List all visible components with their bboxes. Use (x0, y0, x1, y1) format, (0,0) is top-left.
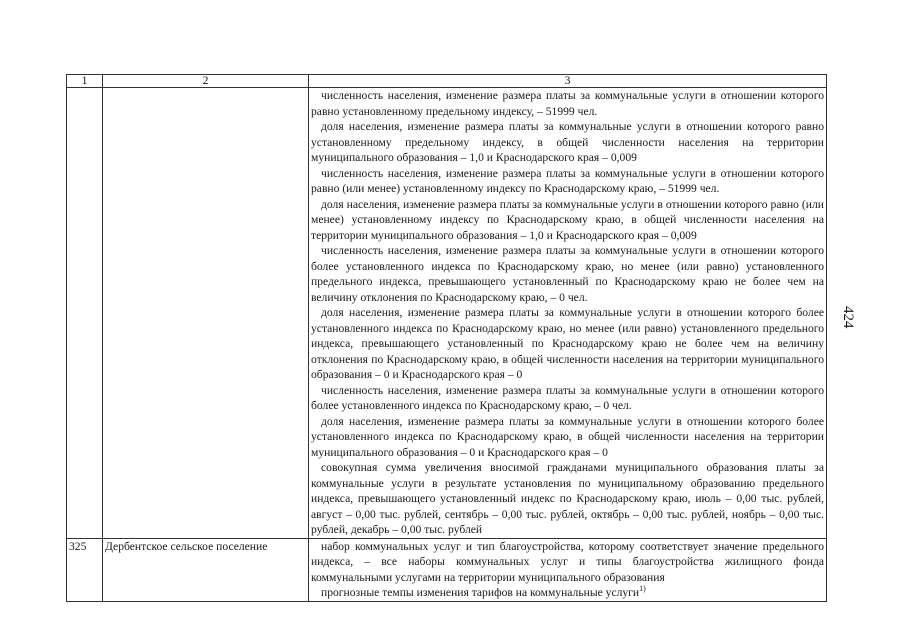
municipality-name (103, 88, 309, 539)
header-cell-1: 1 (67, 75, 103, 88)
indicator-paragraph: численность населения, изменение размера платы за коммунальные услуги в отношении которого более установленного индекса по Краснодарскому краю, – 0 чел. (311, 383, 824, 412)
indicator-text-cell (309, 538, 827, 601)
header-cell-3: 3 (309, 75, 827, 88)
indicator-paragraph: доля населения, изменение размера платы за коммунальные услуги в отношении которого равно установленному предельному индексу, в общей численности населения на территории муниципального образования – 1,0 и Краснодарского края – 0,009 (311, 120, 824, 164)
footnote-mark: 1) (639, 584, 646, 594)
indicator-paragraph: численность населения, изменение размера платы за коммунальные услуги в отношении которого более установленного индекса по Краснодарскому краю, но менее (или равно) установленного предельного индекса, превышающего установленный по Краснодарскому краю не более чем на величину отклонения по Краснодарскому краю, – 0 чел. (311, 244, 824, 304)
row-number: 325 (67, 538, 103, 601)
indicator-paragraph (311, 585, 824, 601)
indicator-paragraph: доля населения, изменение размера платы за коммунальные услуги в отношении которого равно (или менее) установленному индексу по Краснодарскому краю, в общей численности населения на территории муниципального образования – 1,0 и Краснодарского края – 0,009 (311, 197, 824, 242)
document-table (66, 74, 827, 602)
indicator-paragraph: доля населения, изменение размера платы за коммунальные услуги в отношении которого более установленного индекса по Краснодарскому краю, в общей численности населения на территории муниципального образования – 0 и Краснодарского края – 0 (311, 414, 824, 459)
table-header-row (67, 75, 827, 88)
row-number (67, 88, 103, 539)
indicator-paragraph: совокупная сумма увеличения вносимой гражданами муниципального образования платы за коммунальные услуги в результате установления по муниципальному образованию предельного индекса, превышающего установленный индекс по Краснодарскому краю, июль – 0,00 тыс. рублей, август – 0,00 тыс. рублей, сентябрь – 0,00 тыс. рублей, октябрь – 0,00 тыс. рублей, ноябрь – 0,00 тыс. рублей, декабрь – 0,00 тыс. рублей (311, 461, 824, 536)
indicator-paragraph: набор коммунальных услуг и тип благоустройства, которому соответствует значение предельного индекса, – все наборы коммунальных услуг и типы благоустройства жилищного фонда коммунальными услугами на территории муниципального образования (311, 539, 824, 584)
indicator-paragraph-text: прогнозные темпы изменения тарифов на коммунальные услуги (321, 586, 640, 599)
header-cell-2: 2 (103, 75, 309, 88)
indicator-text-cell (309, 88, 827, 539)
municipality-name: Дербентское сельское поселение (103, 538, 309, 601)
indicator-paragraph: численность населения, изменение размера платы за коммунальные услуги в отношении которого равно (или менее) установленному индексу по Краснодарскому краю, – 51999 чел. (311, 166, 824, 195)
page-number: 424 (840, 306, 856, 329)
table-row (67, 538, 827, 601)
indicator-paragraph: доля населения, изменение размера платы за коммунальные услуги в отношении которого более установленного индекса по Краснодарскому краю, но менее (или равно) установленного предельного индекса, превышающего установленный по Краснодарскому краю не более чем на величину отклонения по Краснодарскому краю, в общей численности населения на территории муниципального образования – 0 и Краснодарского края – 0 (311, 306, 824, 381)
indicator-paragraph: численность населения, изменение размера платы за коммунальные услуги в отношении которого равно установленному предельному индексу, – 51999 чел. (311, 89, 824, 118)
table-row (67, 88, 827, 539)
